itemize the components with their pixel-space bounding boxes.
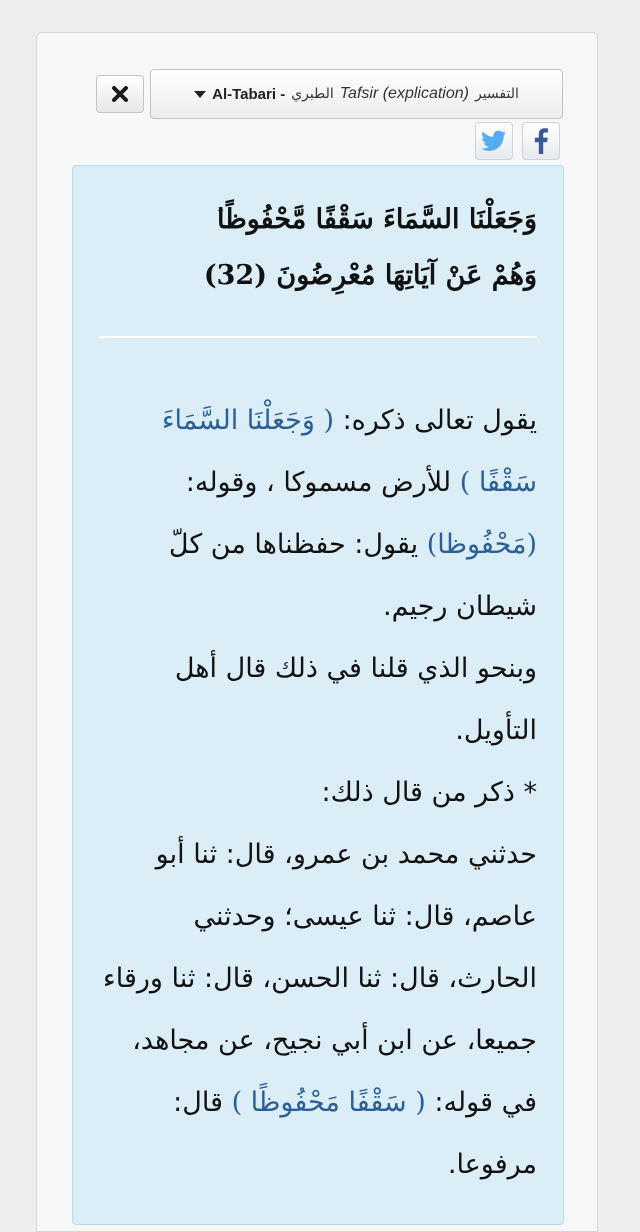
quran-verse: [99, 186, 537, 304]
tafsir-p2: وبنحو الذي قلنا في ذلك قال أهل التأويل.: [174, 653, 537, 746]
tafsir-name-ar: الطبري: [291, 86, 334, 102]
quran-quote: ( سَقْفًا مَحْفُوظًا ): [231, 1087, 426, 1118]
close-icon: [111, 85, 129, 103]
verse-line-1: وَجَعَلْنَا السَّمَاءَ سَقْفًا مَّحْفُوظًا: [217, 204, 537, 235]
tafsir-label-ar: التفسير: [474, 86, 519, 102]
divider: [99, 336, 537, 338]
tafsir-p4-b: قال: مرفوعا.: [173, 1087, 537, 1180]
tafsir-text: [99, 390, 537, 1196]
twitter-icon: [481, 130, 507, 152]
tafsir-name-en: Al-Tabari -: [212, 85, 286, 103]
caret-down-icon: [194, 91, 206, 98]
verse-line-2: وَهُمْ عَنْ آيَاتِهَا مُعْرِضُونَ (32): [203, 260, 537, 291]
tafsir-label-en: Tafsir (explication): [339, 85, 469, 102]
tafsir-p1-c: يقول: حفظناها من كلّ شيطان رجيم.: [168, 529, 537, 622]
facebook-share-button[interactable]: [522, 122, 560, 160]
quran-quote: (مَحْفُوظا): [426, 529, 537, 560]
facebook-icon: [534, 128, 548, 154]
tafsir-content: [72, 165, 564, 1225]
tafsir-p3: * ذكر من قال ذلك:: [321, 777, 537, 808]
close-button[interactable]: [96, 75, 144, 113]
tafsir-p1-a: يقول تعالى ذكره:: [333, 405, 537, 436]
tafsir-p1-b: للأرض مسموكا ، وقوله:: [185, 467, 460, 498]
tafsir-p4-a: حدثني محمد بن عمرو، قال: ثنا أبو عاصم، قال: ثنا عيسى؛ وحدثني الحارث، قال: ثنا الحسن، قال: ثنا ورقاء جميعا، عن ابن أبي نجيح، عن مجاهد، في قوله:: [103, 839, 537, 1118]
tafsir-select[interactable]: [150, 69, 563, 119]
quran-quote: ( وَجَعَلْنَا السَّمَاءَ سَقْفًا ): [161, 405, 537, 498]
twitter-share-button[interactable]: [475, 122, 513, 160]
